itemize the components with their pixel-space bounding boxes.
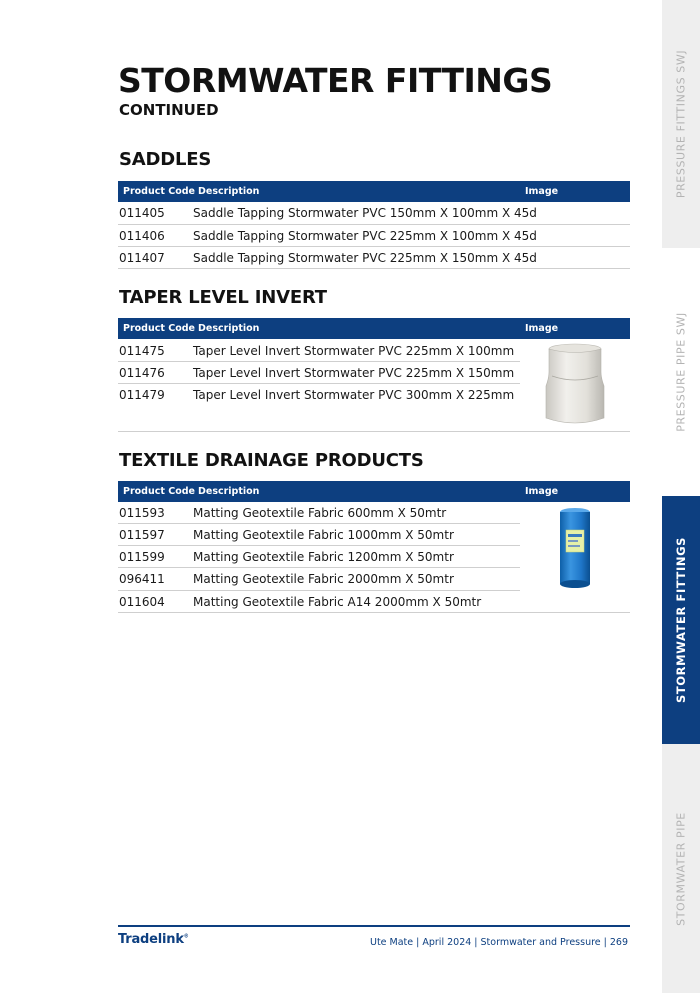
section-title-saddles: SADDLES bbox=[119, 149, 212, 170]
table-row bbox=[118, 247, 630, 269]
table-bottom-rule bbox=[118, 268, 630, 269]
product-code: 011604 bbox=[119, 595, 165, 609]
product-description: Saddle Tapping Stormwater PVC 225mm X 100mm X 45d bbox=[193, 229, 537, 243]
table-header bbox=[118, 318, 630, 339]
side-tab-label: STORMWATER FITTINGS bbox=[674, 536, 688, 704]
product-description: Matting Geotextile Fabric 1200mm X 50mtr bbox=[193, 550, 454, 564]
side-tab-pressure-pipe-swj[interactable] bbox=[662, 248, 700, 496]
product-code: 011405 bbox=[119, 206, 165, 220]
table-row bbox=[118, 340, 520, 362]
header-description: Description bbox=[198, 186, 260, 197]
product-description: Saddle Tapping Stormwater PVC 225mm X 150mm X 45d bbox=[193, 251, 537, 265]
product-description: Matting Geotextile Fabric 600mm X 50mtr bbox=[193, 506, 447, 520]
product-code: 011593 bbox=[119, 506, 165, 520]
table-row bbox=[118, 568, 520, 590]
table-row bbox=[118, 502, 520, 524]
header-product-code: Product Code bbox=[123, 486, 195, 497]
side-tab-label: PRESSURE PIPE SWJ bbox=[674, 312, 688, 432]
tradelink-logo: Tradelink® bbox=[118, 932, 189, 947]
page-subtitle: CONTINUED bbox=[119, 101, 219, 119]
table-row bbox=[118, 591, 520, 613]
product-description: Saddle Tapping Stormwater PVC 150mm X 100mm X 45d bbox=[193, 206, 537, 220]
header-image: Image bbox=[525, 323, 559, 334]
side-tab-pressure-fittings-swj[interactable] bbox=[662, 0, 700, 248]
product-description: Matting Geotextile Fabric 1000mm X 50mtr bbox=[193, 528, 454, 542]
taper-level-invert-image bbox=[544, 342, 606, 426]
page-title: STORMWATER FITTINGS bbox=[118, 61, 553, 100]
table-header bbox=[118, 481, 630, 502]
product-code: 011479 bbox=[119, 388, 165, 402]
table-row bbox=[118, 202, 630, 224]
table-row bbox=[118, 225, 630, 247]
product-description: Matting Geotextile Fabric A14 2000mm X 50mtr bbox=[193, 595, 482, 609]
product-code: 011599 bbox=[119, 550, 165, 564]
section-title-taper-level-invert: TAPER LEVEL INVERT bbox=[119, 287, 327, 308]
header-description: Description bbox=[198, 486, 260, 497]
header-image: Image bbox=[525, 186, 559, 197]
header-image: Image bbox=[525, 486, 559, 497]
side-tab-label: PRESSURE FITTINGS SWJ bbox=[674, 49, 688, 199]
product-code: 011475 bbox=[119, 344, 165, 358]
header-product-code: Product Code bbox=[123, 186, 195, 197]
product-description: Taper Level Invert Stormwater PVC 225mm X 100mm bbox=[193, 344, 515, 358]
product-code: 011597 bbox=[119, 528, 165, 542]
table-row bbox=[118, 384, 520, 406]
table-bottom-rule bbox=[118, 612, 630, 613]
table-bottom-rule bbox=[118, 431, 630, 432]
header-product-code: Product Code bbox=[123, 323, 195, 334]
side-tabs bbox=[662, 0, 700, 993]
product-description: Taper Level Invert Stormwater PVC 225mm X 150mm bbox=[193, 366, 515, 380]
brand-name: Tradelink bbox=[118, 932, 184, 947]
side-tab-label: STORMWATER PIPE bbox=[674, 811, 688, 926]
table-row bbox=[118, 362, 520, 384]
section-title-textile-drainage: TEXTILE DRAINAGE PRODUCTS bbox=[119, 450, 424, 471]
footer-rule bbox=[118, 925, 630, 927]
geotextile-roll-image bbox=[557, 506, 593, 590]
product-code: 011476 bbox=[119, 366, 165, 380]
table-header bbox=[118, 181, 630, 202]
table-row bbox=[118, 546, 520, 568]
product-code: 011406 bbox=[119, 229, 165, 243]
table-row bbox=[118, 524, 520, 546]
side-tab-stormwater-fittings[interactable] bbox=[662, 496, 700, 744]
side-tab-stormwater-pipe[interactable] bbox=[662, 744, 700, 993]
header-description: Description bbox=[198, 323, 260, 334]
product-code: 011407 bbox=[119, 251, 165, 265]
product-description: Matting Geotextile Fabric 2000mm X 50mtr bbox=[193, 572, 454, 586]
product-description: Taper Level Invert Stormwater PVC 300mm X 225mm bbox=[193, 388, 515, 402]
footer-text: Ute Mate | April 2024 | Stormwater and Pressure | 269 bbox=[370, 937, 628, 948]
product-code: 096411 bbox=[119, 572, 165, 586]
